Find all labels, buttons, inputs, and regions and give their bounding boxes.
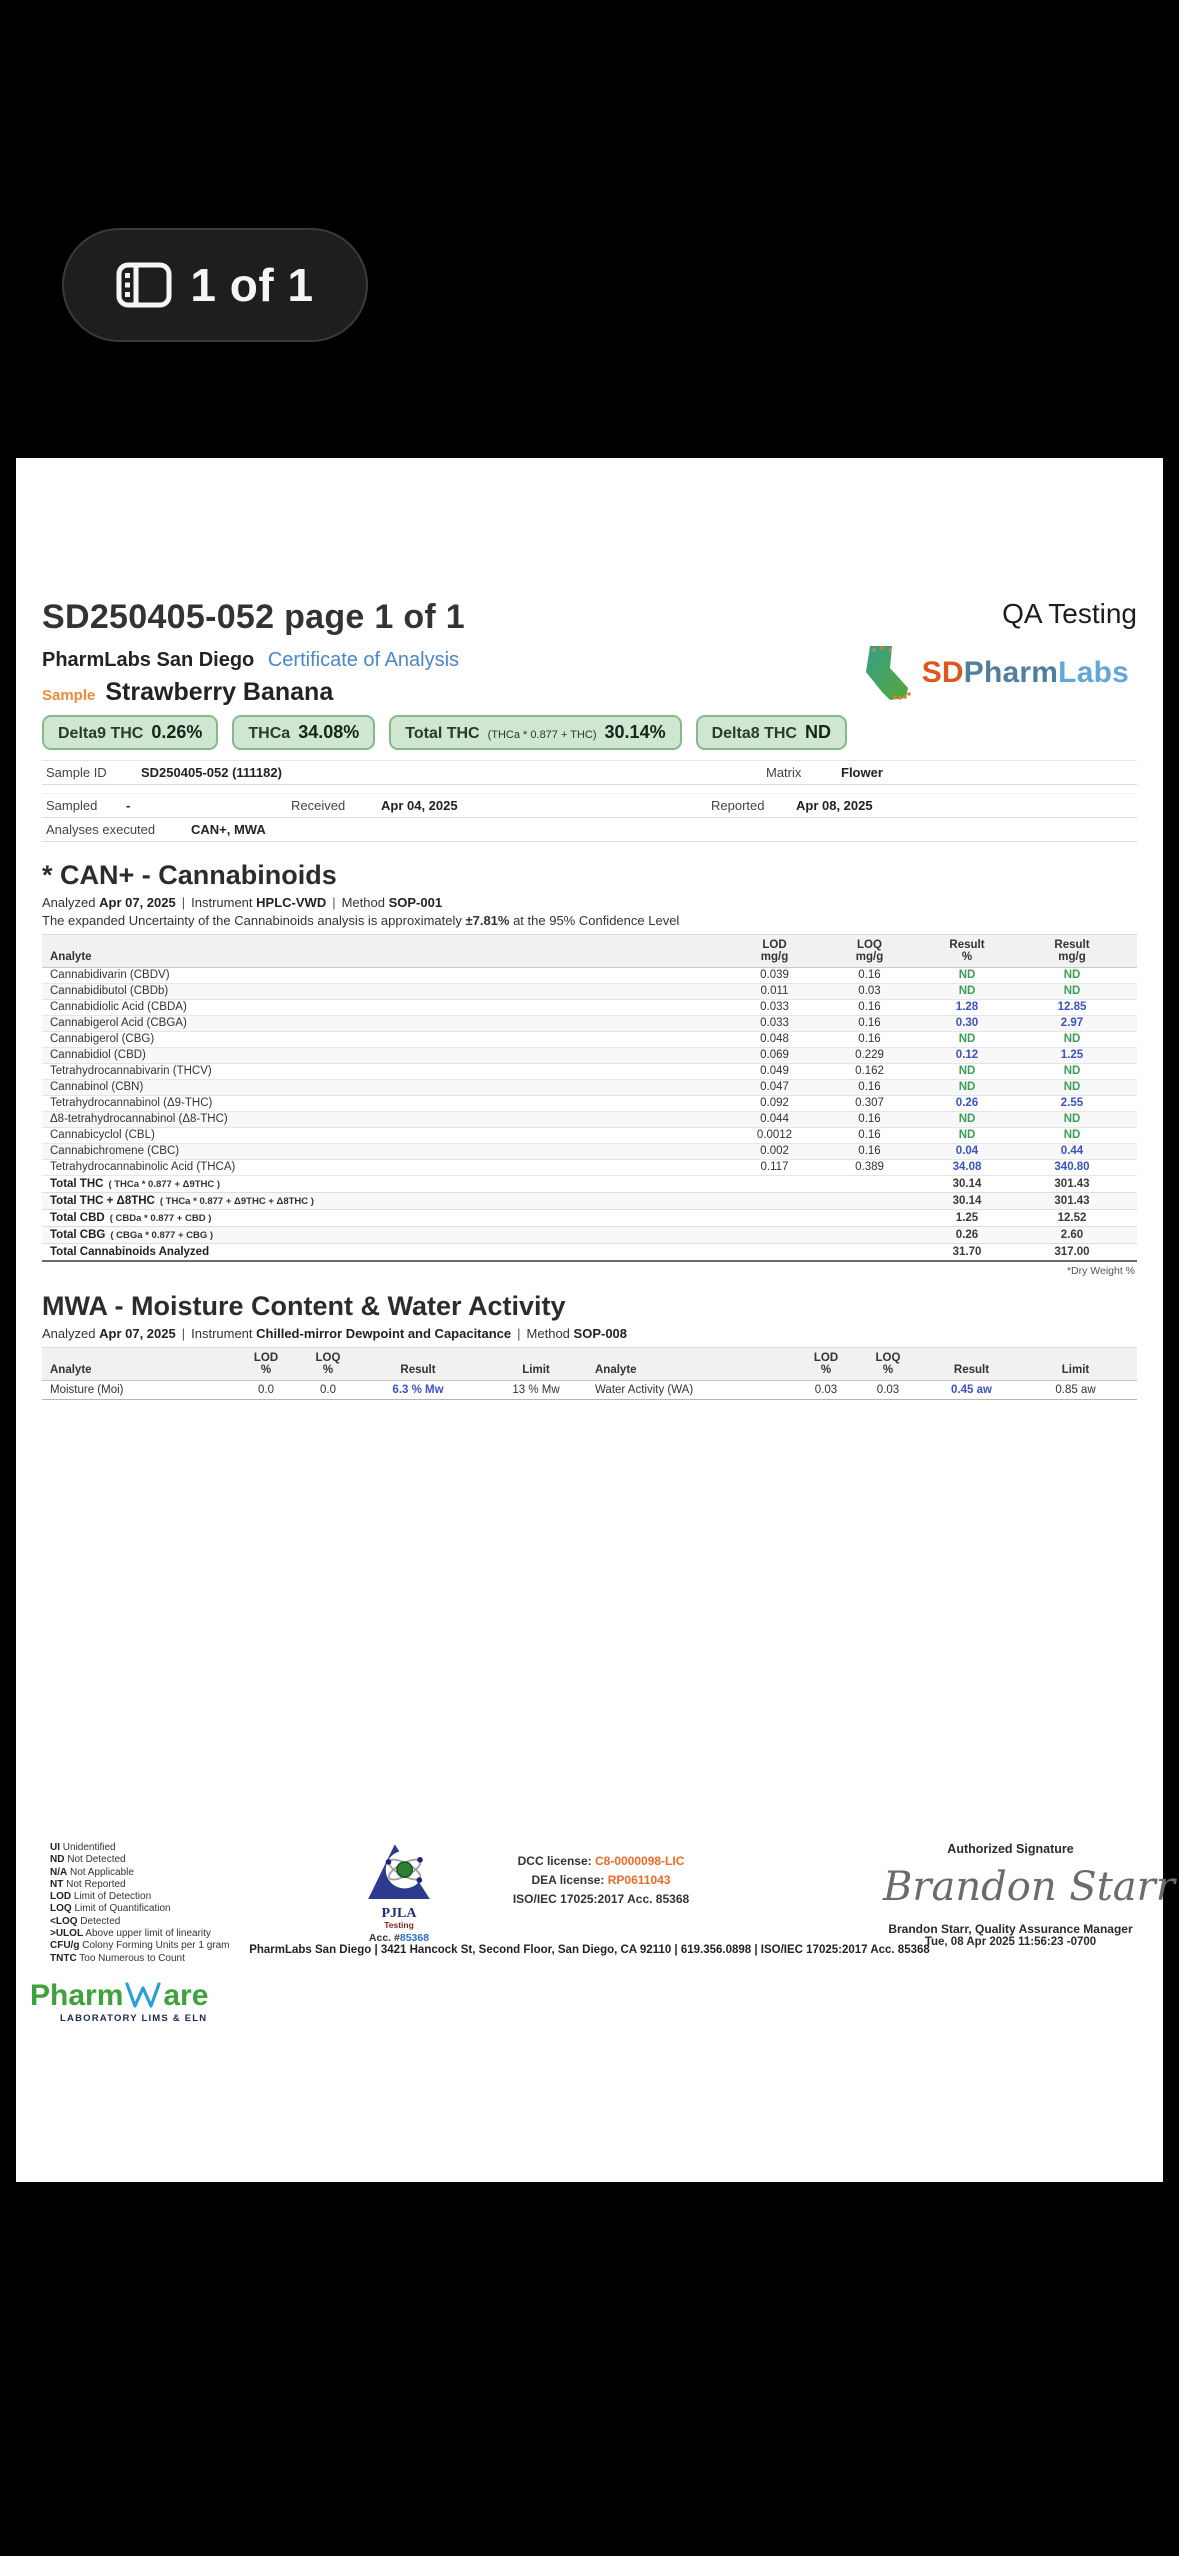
document-page[interactable]: [16, 458, 1175, 2182]
instrument-label: Instrument: [191, 895, 253, 910]
dea-label: DEA license:: [531, 1873, 605, 1887]
col-lod-unit: mg/g: [760, 951, 789, 963]
lab-address-line: PharmLabs San Diego | 3421 Hancock St, Second Floor, San Diego, CA 92110 | 619.356.0898 | ISO/IEC 17025:2017 Acc. 85368: [249, 1944, 930, 1956]
table-row: [42, 1128, 1137, 1144]
analyses-label: Analyses executed: [46, 822, 156, 837]
analyte-name: Δ8-tetrahydrocannabinol (Δ8-THC): [50, 1113, 228, 1125]
analyzed-date: Apr 07, 2025: [99, 1326, 176, 1341]
loq-value: 0.16: [858, 1145, 881, 1157]
badge-value: ND: [804, 722, 831, 742]
result-mg: ND: [1063, 1033, 1081, 1045]
legend-text: Colony Forming Units per 1 gram: [82, 1940, 230, 1952]
legend-abbr: TNTC: [50, 1952, 77, 1964]
col-lod-top: LOD: [762, 939, 787, 951]
analyte-name: Moisture (Moi): [50, 1384, 124, 1396]
lod-value: 0.033: [760, 1017, 789, 1029]
total-percent: 31.70: [952, 1245, 982, 1258]
result-mg: ND: [1063, 969, 1081, 981]
col-result-unit: mg/g: [1058, 951, 1086, 963]
lod-value: 0.069: [760, 1049, 789, 1061]
analyte-name: Cannabigerol Acid (CBGA): [50, 1017, 187, 1029]
result-mg: 340.80: [1054, 1161, 1090, 1173]
total-row: [42, 1176, 1137, 1193]
total-label-cell: [50, 1195, 727, 1208]
badge-value: 0.26%: [151, 722, 203, 742]
loq-value: 0.16: [858, 1081, 881, 1093]
page-indicator-label: 1 of 1: [190, 259, 314, 311]
col-limit: Limit: [1061, 1364, 1090, 1376]
signature-timestamp: Tue, 08 Apr 2025 11:56:23 -0700: [924, 1936, 1097, 1948]
result-value: 6.3 % Mw: [392, 1384, 444, 1396]
badge-label: Delta8 THC: [711, 725, 797, 742]
total-mg: 317.00: [1054, 1245, 1090, 1258]
total-formula: ( THCa * 0.877 + Δ9THC ): [108, 1178, 221, 1190]
result-value: 0.45 aw: [951, 1384, 992, 1396]
result-percent: ND: [958, 985, 976, 997]
total-percent: 30.14: [952, 1194, 982, 1207]
total-label-cell: [50, 1212, 727, 1225]
badge-value: 30.14%: [604, 722, 666, 742]
method-value: SOP-008: [573, 1326, 628, 1341]
matrix-label: Matrix: [766, 765, 802, 780]
dcc-license-line: [496, 1854, 706, 1868]
col-result: Result: [953, 1364, 990, 1376]
badge-thca: [232, 715, 375, 750]
received-value: Apr 04, 2025: [381, 798, 458, 813]
legend-item: [50, 1842, 230, 1854]
result-mg: ND: [1063, 1081, 1081, 1093]
col-result-top: Result: [949, 939, 985, 951]
table-row: [42, 1016, 1137, 1032]
analyte-name: Cannabidiolic Acid (CBDA): [50, 1001, 187, 1013]
table-row: [42, 968, 1137, 984]
loq-value: 0.16: [858, 1001, 881, 1013]
col-loq: [297, 1352, 359, 1376]
analyte-name: Tetrahydrocannabinol (Δ9-THC): [50, 1097, 213, 1109]
lod-value: 0.011: [760, 985, 789, 997]
table-body: [42, 968, 1137, 1176]
pjla-accreditation-number: [344, 1932, 454, 1944]
legend-text: Not Applicable: [70, 1866, 134, 1878]
col-lod: [795, 1352, 857, 1376]
col-lod-top: LOD: [253, 1352, 279, 1364]
analyte-name: Cannabicyclol (CBL): [50, 1129, 155, 1141]
pjla-testing-label: Testing: [384, 1920, 414, 1930]
result-mg: ND: [1063, 985, 1081, 997]
result-mg: ND: [1063, 1065, 1081, 1077]
sample-label: Sample: [42, 687, 96, 704]
table-row: [42, 1080, 1137, 1096]
result-percent: 0.04: [955, 1145, 979, 1157]
col-loq-unit: %: [882, 1364, 894, 1376]
lod-value: 0.047: [760, 1081, 789, 1093]
badge-label: Total THC: [405, 725, 480, 742]
total-label: Total CBD: [50, 1211, 105, 1224]
legend-text: Limit of Detection: [73, 1891, 152, 1903]
loq-value: 0.162: [855, 1065, 884, 1077]
badge-label: Delta9 THC: [58, 725, 144, 742]
lod-value: 0.092: [760, 1097, 789, 1109]
legend-abbr: LOD: [50, 1891, 72, 1903]
lod-value: 0.117: [760, 1161, 789, 1173]
legend-abbr: NT: [50, 1878, 64, 1890]
dates-row: [42, 793, 1137, 818]
result-percent: 1.28: [955, 1001, 979, 1013]
sdpharmlabs-logo: [862, 644, 1129, 702]
loq-value: 0.229: [855, 1049, 884, 1061]
separator: |: [517, 1326, 521, 1341]
legend-text: Detected: [80, 1915, 121, 1927]
legend-abbr: >ULOL: [50, 1928, 84, 1940]
result-mg: 12.85: [1057, 1001, 1087, 1013]
result-mg: 2.97: [1060, 1017, 1084, 1029]
limit-value: 13 % Mw: [512, 1384, 560, 1396]
dea-number: RP0611043: [607, 1873, 671, 1887]
legend-abbr: CFU/g: [50, 1940, 80, 1952]
total-row: [42, 1227, 1137, 1244]
total-label: Total Cannabinoids Analyzed: [50, 1245, 210, 1258]
table-row: [42, 1048, 1137, 1064]
table-row: [42, 1112, 1137, 1128]
loq-value: 0.16: [858, 1113, 881, 1125]
loq-value: 0.0: [320, 1384, 336, 1396]
pjla-accreditation: [344, 1840, 454, 1944]
loq-value: 0.16: [858, 969, 881, 981]
brand-pharm: Pharm: [963, 656, 1059, 689]
badge-formula: (THCa * 0.877 + THC): [487, 729, 597, 741]
badge-delta9-thc: [42, 715, 218, 750]
legend-text: Too Numerous to Count: [79, 1952, 185, 1964]
total-mg: 301.43: [1054, 1177, 1090, 1190]
col-loq: [857, 1352, 919, 1376]
legend-item: [50, 1916, 230, 1928]
analyses-row: [42, 818, 1137, 842]
result-mg: 0.44: [1060, 1145, 1084, 1157]
analyte-name: Water Activity (WA): [595, 1384, 694, 1396]
result-mg: ND: [1063, 1113, 1081, 1125]
cannabinoids-meta: [42, 895, 1137, 910]
analyte-name: Cannabidibutol (CBDb): [50, 985, 169, 997]
pharmware-pharm: Pharm: [30, 1979, 124, 2012]
total-row: [42, 1193, 1137, 1210]
analyses-value: CAN+, MWA: [191, 822, 266, 837]
potency-badges: [42, 715, 1137, 750]
lod-value: 0.048: [760, 1033, 789, 1045]
total-percent: 1.25: [955, 1211, 979, 1224]
pharmware-logo: [30, 1980, 208, 2024]
result-percent: ND: [958, 1129, 976, 1141]
sampled-value: -: [126, 798, 131, 813]
acc-number: 85368: [399, 1932, 430, 1944]
col-result-mg: [1017, 939, 1127, 963]
instrument-value: Chilled-mirror Dewpoint and Capacitance: [256, 1326, 512, 1341]
legend-text: Not Reported: [66, 1878, 126, 1890]
result-percent: ND: [958, 1081, 976, 1093]
loq-value: 0.16: [858, 1033, 881, 1045]
table-header: [42, 934, 1137, 968]
total-mg: 2.60: [1060, 1228, 1084, 1241]
total-mg: 12.52: [1057, 1211, 1087, 1224]
received-label: Received: [291, 798, 346, 813]
pjla-name: PJLA: [381, 1906, 417, 1921]
lod-value: 0.0: [258, 1384, 274, 1396]
table-row: [42, 1064, 1137, 1080]
acc-label: Acc. #: [368, 1932, 400, 1944]
lod-value: 0.039: [760, 969, 789, 981]
method-label: Method: [526, 1326, 570, 1341]
col-loq-top: LOQ: [875, 1352, 901, 1364]
loq-value: 0.03: [858, 985, 881, 997]
legend-abbr: N/A: [50, 1866, 68, 1878]
uncertainty-note: [42, 913, 1137, 928]
result-percent: 0.26: [955, 1097, 979, 1109]
col-lod: [235, 1352, 297, 1376]
col-result-pct: [917, 939, 1017, 963]
lab-name: PharmLabs San Diego: [42, 649, 255, 671]
sample-name: Strawberry Banana: [105, 678, 334, 706]
table-row: [42, 1032, 1137, 1048]
total-label-cell: [50, 1246, 727, 1259]
uncertainty-pre: The expanded Uncertainty of the Cannabinoids analysis is approximately: [42, 913, 466, 928]
uncertainty-value: ±7.81%: [465, 913, 510, 928]
legend-item: [50, 1928, 230, 1940]
total-label-cell: [50, 1229, 727, 1242]
moisture-table: [42, 1347, 1137, 1400]
legend-text: Limit of Quantification: [74, 1903, 171, 1915]
result-percent: 34.08: [952, 1161, 982, 1173]
col-loq-top: LOQ: [857, 939, 882, 951]
lod-value: 0.044: [760, 1113, 789, 1125]
table-row: [42, 1096, 1137, 1112]
lod-value: 0.033: [760, 1001, 789, 1013]
total-label-cell: [50, 1178, 727, 1191]
pharmware-wave-icon: [125, 1980, 161, 2010]
report-type: Certificate of Analysis: [267, 649, 460, 671]
table-row: [42, 1144, 1137, 1160]
col-analyte: Analyte: [50, 951, 92, 963]
result-mg: 2.55: [1060, 1097, 1084, 1109]
col-loq-top: LOQ: [315, 1352, 341, 1364]
col-analyte: Analyte: [595, 1364, 637, 1376]
pharmware-wordmark: [30, 1980, 208, 2010]
result-mg: 1.25: [1060, 1049, 1084, 1061]
analyte-name: Cannabinol (CBN): [50, 1081, 144, 1093]
legend-abbr: LOQ: [50, 1903, 72, 1915]
method-value: SOP-001: [388, 895, 443, 910]
loq-value: 0.16: [858, 1129, 881, 1141]
iso-accreditation-line: ISO/IEC 17025:2017 Acc. 85368: [512, 1892, 690, 1906]
result-percent: ND: [958, 1033, 976, 1045]
dea-license-line: [496, 1873, 706, 1887]
total-row: [42, 1210, 1137, 1227]
analyte-name: Cannabidivarin (CBDV): [50, 969, 170, 981]
badge-value: 34.08%: [298, 722, 360, 742]
col-lod: [727, 939, 822, 963]
brand-labs: Labs: [1058, 656, 1129, 689]
sample-id-row: [42, 761, 1137, 785]
lod-value: 0.002: [760, 1145, 789, 1157]
badge-total-thc: [389, 715, 681, 750]
table-totals: [42, 1176, 1137, 1262]
total-percent: 30.14: [952, 1177, 982, 1190]
legend-item: [50, 1903, 230, 1915]
analyzed-label: Analyzed: [42, 895, 96, 910]
loq-value: 0.307: [855, 1097, 884, 1109]
table-row: [42, 1381, 1137, 1400]
col-analyte: Analyte: [50, 1364, 92, 1376]
loq-value: 0.03: [876, 1384, 900, 1396]
badge-delta8-thc: [696, 715, 847, 750]
legend-abbr: UI: [50, 1842, 60, 1853]
col-result-unit: %: [961, 951, 973, 963]
col-limit: Limit: [522, 1364, 550, 1376]
california-icon: [862, 644, 914, 702]
signature-script: Brandon Starr: [883, 1864, 1175, 1910]
separator: |: [181, 1326, 186, 1341]
authorized-signature-label: Authorized Signature: [947, 1842, 1074, 1856]
col-lod-top: LOD: [813, 1352, 839, 1364]
sample-info: [42, 760, 1137, 842]
lod-value: 0.0012: [756, 1129, 793, 1141]
legend-text: Not Detected: [67, 1854, 126, 1866]
legend-text: Unidentified: [62, 1842, 116, 1853]
dcc-number: C8-0000098-LIC: [594, 1854, 685, 1868]
col-lod-unit: %: [260, 1364, 272, 1376]
limit-value: 0.85 aw: [1055, 1384, 1096, 1396]
dry-weight-note: *Dry Weight %: [1066, 1265, 1135, 1277]
result-mg: ND: [1063, 1129, 1081, 1141]
cannabinoids-heading: * CAN+ - Cannabinoids: [42, 860, 337, 890]
table-row: [42, 1160, 1137, 1176]
total-label: Total THC + Δ8THC: [50, 1194, 155, 1207]
separator: |: [181, 895, 186, 910]
total-formula: ( THCa * 0.877 + Δ9THC + Δ8THC ): [159, 1195, 314, 1207]
result-percent: 0.12: [955, 1049, 979, 1061]
sample-id-value: SD250405-052 (111182): [141, 765, 282, 780]
col-loq: [822, 939, 917, 963]
analyte-name: Cannabichromene (CBC): [50, 1145, 180, 1157]
matrix-value: Flower: [841, 765, 883, 780]
col-loq-unit: %: [322, 1364, 334, 1376]
document-header: [42, 598, 1137, 637]
separator: |: [332, 895, 336, 910]
result-percent: 0.30: [955, 1017, 979, 1029]
legend-text: Above upper limit of linearity: [85, 1928, 211, 1940]
thumbnails-panel-icon: [116, 262, 172, 308]
analyzed-date: Apr 07, 2025: [99, 895, 176, 910]
signer-name-title: Brandon Starr, Quality Assurance Manager: [888, 1922, 1133, 1936]
report-title: SD250405-052 page 1 of 1: [42, 598, 465, 636]
analyzed-label: Analyzed: [42, 1326, 96, 1341]
total-label: Total CBG: [50, 1228, 106, 1241]
lod-value: 0.049: [760, 1065, 789, 1077]
table-row: [42, 1000, 1137, 1016]
page-indicator-pill[interactable]: [62, 228, 368, 342]
table-row: [42, 984, 1137, 1000]
lod-value: 0.03: [814, 1384, 838, 1396]
result-percent: ND: [958, 1065, 976, 1077]
legend-abbr: <LOQ: [50, 1915, 78, 1927]
total-formula: ( CBDa * 0.877 + CBD ): [109, 1212, 212, 1224]
instrument-value: HPLC-VWD: [256, 895, 327, 910]
brand-wordmark: [922, 656, 1129, 690]
brand-sd: SD: [921, 656, 964, 689]
total-row: [42, 1244, 1137, 1262]
loq-value: 0.16: [858, 1017, 881, 1029]
col-result-top: Result: [1054, 939, 1090, 951]
qa-testing-label: QA Testing: [1002, 598, 1137, 629]
legend-abbr: ND: [50, 1854, 65, 1866]
loq-value: 0.389: [855, 1161, 884, 1173]
analyte-name: Tetrahydrocannabivarin (THCV): [50, 1065, 212, 1077]
badge-label: THCa: [248, 725, 291, 742]
method-label: Method: [341, 895, 385, 910]
sampled-label: Sampled: [46, 798, 98, 813]
legend-item: [50, 1879, 230, 1891]
result-percent: ND: [958, 1113, 976, 1125]
reported-label: Reported: [711, 798, 765, 813]
analyte-name: Tetrahydrocannabinolic Acid (THCA): [50, 1161, 236, 1173]
total-label: Total THC: [50, 1177, 104, 1190]
result-percent: ND: [958, 969, 976, 981]
sample-id-label: Sample ID: [46, 765, 107, 780]
col-result: Result: [400, 1364, 436, 1376]
legend-item: [50, 1867, 230, 1879]
table-header: [42, 1347, 1137, 1381]
col-lod-unit: %: [820, 1364, 832, 1376]
signature-block: [883, 1842, 1175, 1948]
moisture-meta: [42, 1326, 1137, 1341]
license-block: [496, 1854, 706, 1911]
total-percent: 0.26: [955, 1228, 979, 1241]
moisture-heading: MWA - Moisture Content & Water Activity: [42, 1291, 566, 1321]
legend-item: [50, 1891, 230, 1903]
legend-item: [50, 1854, 230, 1866]
dcc-label: DCC license:: [517, 1854, 592, 1868]
total-formula: ( CBGa * 0.877 + CBG ): [110, 1229, 214, 1241]
pharmware-tagline: LABORATORY LIMS & ELN: [60, 2013, 208, 2024]
cannabinoids-table: [42, 934, 1137, 1277]
analyte-name: Cannabidiol (CBD): [50, 1049, 146, 1061]
pharmware-are: are: [163, 1979, 209, 2012]
instrument-label: Instrument: [191, 1326, 253, 1341]
reported-value: Apr 08, 2025: [796, 798, 873, 813]
pjla-logo-icon: [364, 1840, 434, 1902]
col-loq-unit: mg/g: [855, 951, 884, 963]
total-mg: 301.43: [1054, 1194, 1090, 1207]
analyte-name: Cannabigerol (CBG): [50, 1033, 155, 1045]
uncertainty-post: at the 95% Confidence Level: [509, 913, 680, 928]
